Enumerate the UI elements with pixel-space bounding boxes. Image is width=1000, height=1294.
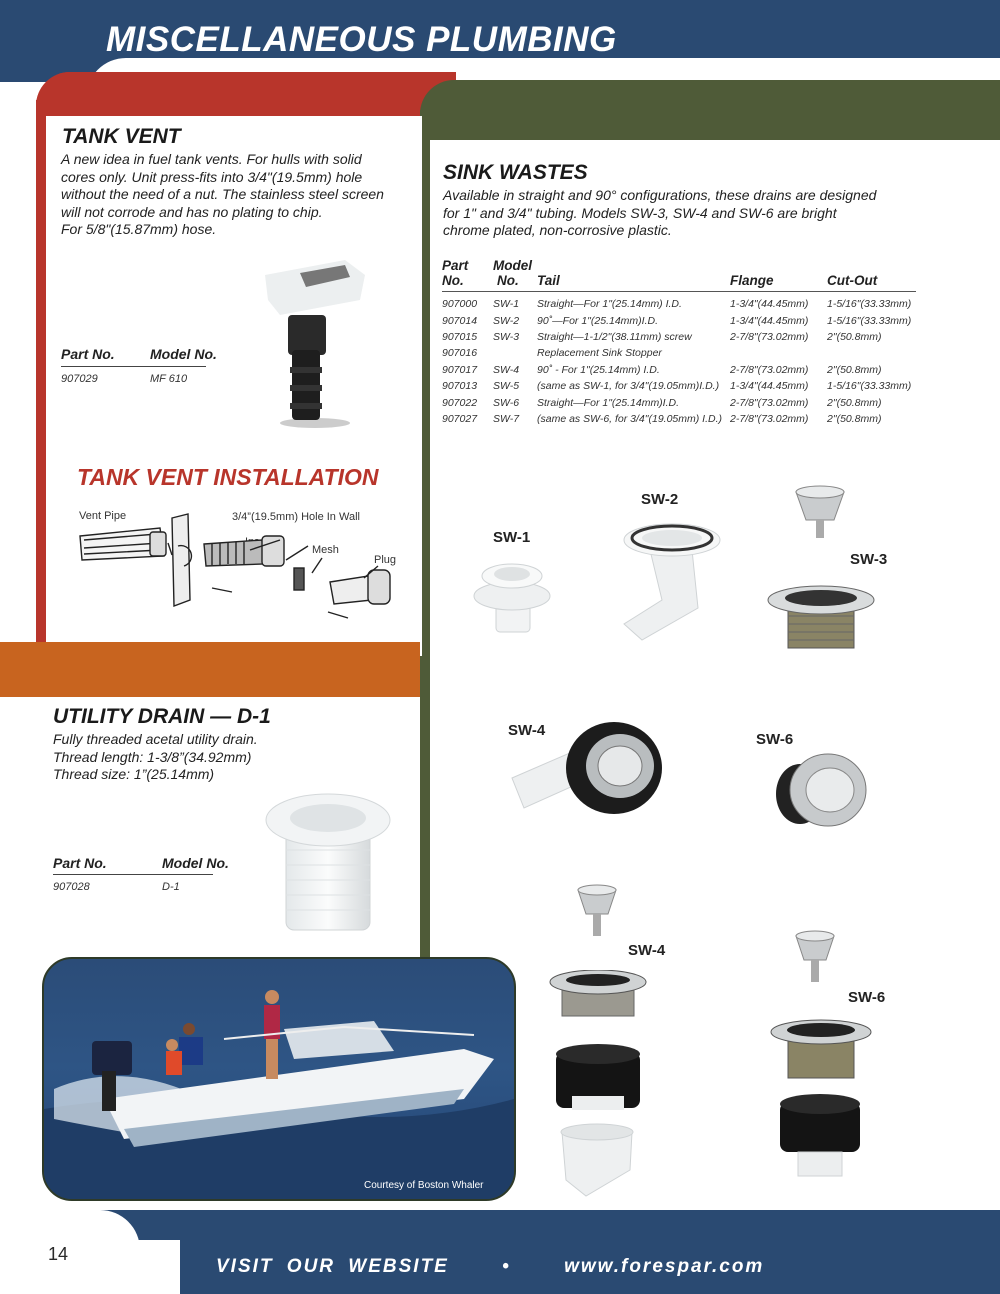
label-hole: 3/4”(19.5mm) Hole In Wall	[232, 511, 360, 523]
table-row	[442, 329, 916, 345]
orange-divider-band	[0, 642, 420, 697]
cell-flange: 2-7/8"(73.02mm)	[730, 396, 809, 409]
footer-bullet: •	[502, 1256, 511, 1277]
col-header-tail: Tail	[537, 273, 730, 292]
col-header-model: Model	[493, 258, 532, 273]
utility-drain-part-value: 907028	[53, 881, 90, 893]
sw2-product-image	[612, 520, 732, 655]
label-sw1: SW-1	[493, 529, 531, 546]
desc-line: chrome plated, non-corrosive plastic.	[443, 222, 672, 239]
cell-model	[493, 345, 537, 361]
tank-vent-part-value: 907029	[61, 373, 98, 385]
label-vent-pipe: Vent Pipe	[79, 510, 127, 522]
label-sw4-exploded: SW-4	[628, 942, 666, 959]
utility-drain-model-value: D-1	[162, 881, 180, 893]
cell-model: SW-5	[493, 380, 520, 393]
table-row	[442, 394, 916, 410]
sink-wastes-description	[443, 187, 983, 240]
installation-title: TANK VENT INSTALLATION	[77, 464, 379, 490]
table-rule	[61, 366, 206, 367]
cell-part: 907013	[442, 380, 478, 393]
utility-drain-title: UTILITY DRAIN — D-1	[53, 705, 271, 728]
photo-credit: Courtesy of Boston Whaler	[364, 1180, 484, 1191]
cell-tail: Straight—For 1"(25.14mm) I.D.	[537, 298, 682, 311]
cell-model: SW-3	[493, 330, 520, 343]
sw6-stopper-image	[792, 930, 838, 986]
cell-tail: Straight—1-1/2"(38.11mm) screw	[537, 330, 692, 343]
utility-drain-description	[53, 731, 373, 784]
utility-drain-product-image	[258, 790, 398, 940]
tank-vent-description	[61, 151, 421, 239]
sw4-stopper-image	[574, 884, 620, 940]
table-row	[442, 411, 916, 427]
desc-line: Thread length: 1-3/8”(34.92mm)	[53, 748, 252, 765]
desc-line: For 5/8"(15.87mm) hose.	[61, 221, 217, 238]
cell-part: 907022	[442, 396, 478, 409]
desc-line: will not corrode and has no plating to chip.	[61, 203, 323, 220]
cell-tail: 90˚ - For 1"(25.14mm) I.D.	[537, 363, 660, 376]
table-header-row	[442, 273, 916, 292]
label-mesh: Mesh	[312, 544, 339, 556]
col-header-flange: Flange	[730, 273, 827, 292]
sink-wastes-table	[442, 258, 916, 427]
col-header-model-no: No.	[493, 273, 537, 292]
cell-tail: (same as SW-1, for 3/4"(19.05mm)I.D.)	[537, 380, 720, 393]
cell-part: 907027	[442, 412, 478, 425]
sw4-exploded-parts-image	[546, 970, 650, 1202]
sw3-product-image	[766, 580, 876, 660]
desc-line: Fully threaded acetal utility drain.	[53, 731, 258, 747]
cell-model: SW-7	[493, 412, 520, 425]
sw3-stopper-image	[792, 484, 848, 544]
col-header-cutout: Cut-Out	[827, 273, 916, 292]
label-sw4: SW-4	[508, 722, 546, 739]
boat-photo	[42, 957, 516, 1201]
sw6-product-image	[770, 752, 870, 842]
cell-part: 907017	[442, 363, 478, 376]
cell-cutout: 1-5/16"(33.33mm)	[827, 380, 912, 393]
table-row	[442, 345, 916, 361]
footer-text	[216, 1256, 764, 1278]
cell-flange: 2-7/8"(73.02mm)	[730, 412, 809, 425]
cell-cutout: 2"(50.8mm)	[827, 330, 882, 343]
desc-line: for 1" and 3/4" tubing. Models SW-3, SW-4 and SW-6 are bright	[443, 204, 837, 221]
sink-wastes-title: SINK WASTES	[443, 161, 588, 184]
cell-part: 907000	[442, 298, 478, 311]
desc-line: cores only. Unit press-fits into 3/4"(19.5mm) hole	[61, 168, 363, 185]
footer-url-link[interactable]: www.forespar.com	[564, 1256, 765, 1277]
desc-line: Thread size: 1”(25.14mm)	[53, 766, 215, 783]
label-sw2: SW-2	[641, 491, 679, 508]
red-frame-left	[36, 100, 46, 642]
label-sw3: SW-3	[850, 551, 888, 568]
tank-vent-model-header: Model No.	[150, 346, 217, 362]
cell-tail: Straight—For 1"(25.14mm)I.D.	[537, 396, 680, 409]
cell-cutout: 2"(50.8mm)	[827, 396, 882, 409]
page-title: MISCELLANEOUS PLUMBING	[106, 20, 617, 59]
cell-cutout: 1-5/16"(33.33mm)	[827, 298, 912, 311]
label-sw6: SW-6	[756, 731, 794, 748]
cell-model: SW-4	[493, 363, 520, 376]
cell-tail: 90˚—For 1"(25.14mm)I.D.	[537, 314, 659, 327]
cell-tail: (same as SW-6, for 3/4"(19.05mm) I.D.)	[537, 412, 722, 425]
cell-part: 907014	[442, 314, 478, 327]
cell-flange	[730, 345, 827, 361]
cell-cutout: 2"(50.8mm)	[827, 363, 882, 376]
sw1-product-image	[472, 556, 552, 636]
utility-drain-model-header: Model No.	[162, 855, 229, 871]
cell-flange: 1-3/4"(44.45mm)	[730, 380, 809, 393]
label-sw6-exploded: SW-6	[848, 989, 886, 1006]
sw6-exploded-parts-image	[766, 1018, 876, 1208]
table-row	[442, 292, 916, 313]
col-header-part: Part	[442, 258, 469, 273]
table-row	[442, 312, 916, 328]
footer-visit: VISIT OUR WEBSITE	[216, 1256, 449, 1277]
tank-vent-model-value: MF 610	[150, 373, 188, 385]
cell-cutout	[827, 345, 916, 361]
boat-illustration	[44, 959, 514, 1199]
table-rule	[53, 874, 213, 875]
cell-cutout: 1-5/16"(33.33mm)	[827, 314, 912, 327]
desc-line: A new idea in fuel tank vents. For hulls with solid	[61, 151, 362, 167]
footer-white-block	[0, 1240, 180, 1294]
cell-part: 907015	[442, 330, 478, 343]
cell-model: SW-6	[493, 396, 520, 409]
cell-cutout: 2"(50.8mm)	[827, 412, 882, 425]
cell-model: SW-2	[493, 314, 520, 327]
cell-model: SW-1	[493, 298, 520, 311]
tank-vent-product-image	[260, 255, 370, 430]
col-header-part-no: No.	[442, 273, 493, 292]
label-plug: Plug	[374, 554, 397, 566]
cell-flange: 2-7/8"(73.02mm)	[730, 363, 809, 376]
page-number: 14	[48, 1244, 69, 1264]
olive-frame-band	[420, 80, 1000, 140]
cell-flange: 1-3/4"(44.45mm)	[730, 314, 809, 327]
desc-line: without the need of a nut. The stainless steel screen	[61, 186, 384, 203]
tank-vent-part-header: Part No.	[61, 346, 115, 362]
cell-tail: Replacement Sink Stopper	[537, 347, 662, 360]
utility-drain-part-header: Part No.	[53, 855, 107, 871]
table-row	[442, 378, 916, 394]
cell-flange: 1-3/4"(44.45mm)	[730, 298, 809, 311]
red-frame-band	[36, 72, 456, 116]
cell-part: 907016	[442, 347, 478, 360]
desc-line: Available in straight and 90° configurations, these drains are designed	[443, 187, 877, 203]
table-row	[442, 362, 916, 378]
tank-vent-title: TANK VENT	[62, 125, 181, 148]
installation-diagram	[72, 508, 412, 628]
table-header-row	[442, 258, 916, 273]
cell-flange: 2-7/8"(73.02mm)	[730, 330, 809, 343]
